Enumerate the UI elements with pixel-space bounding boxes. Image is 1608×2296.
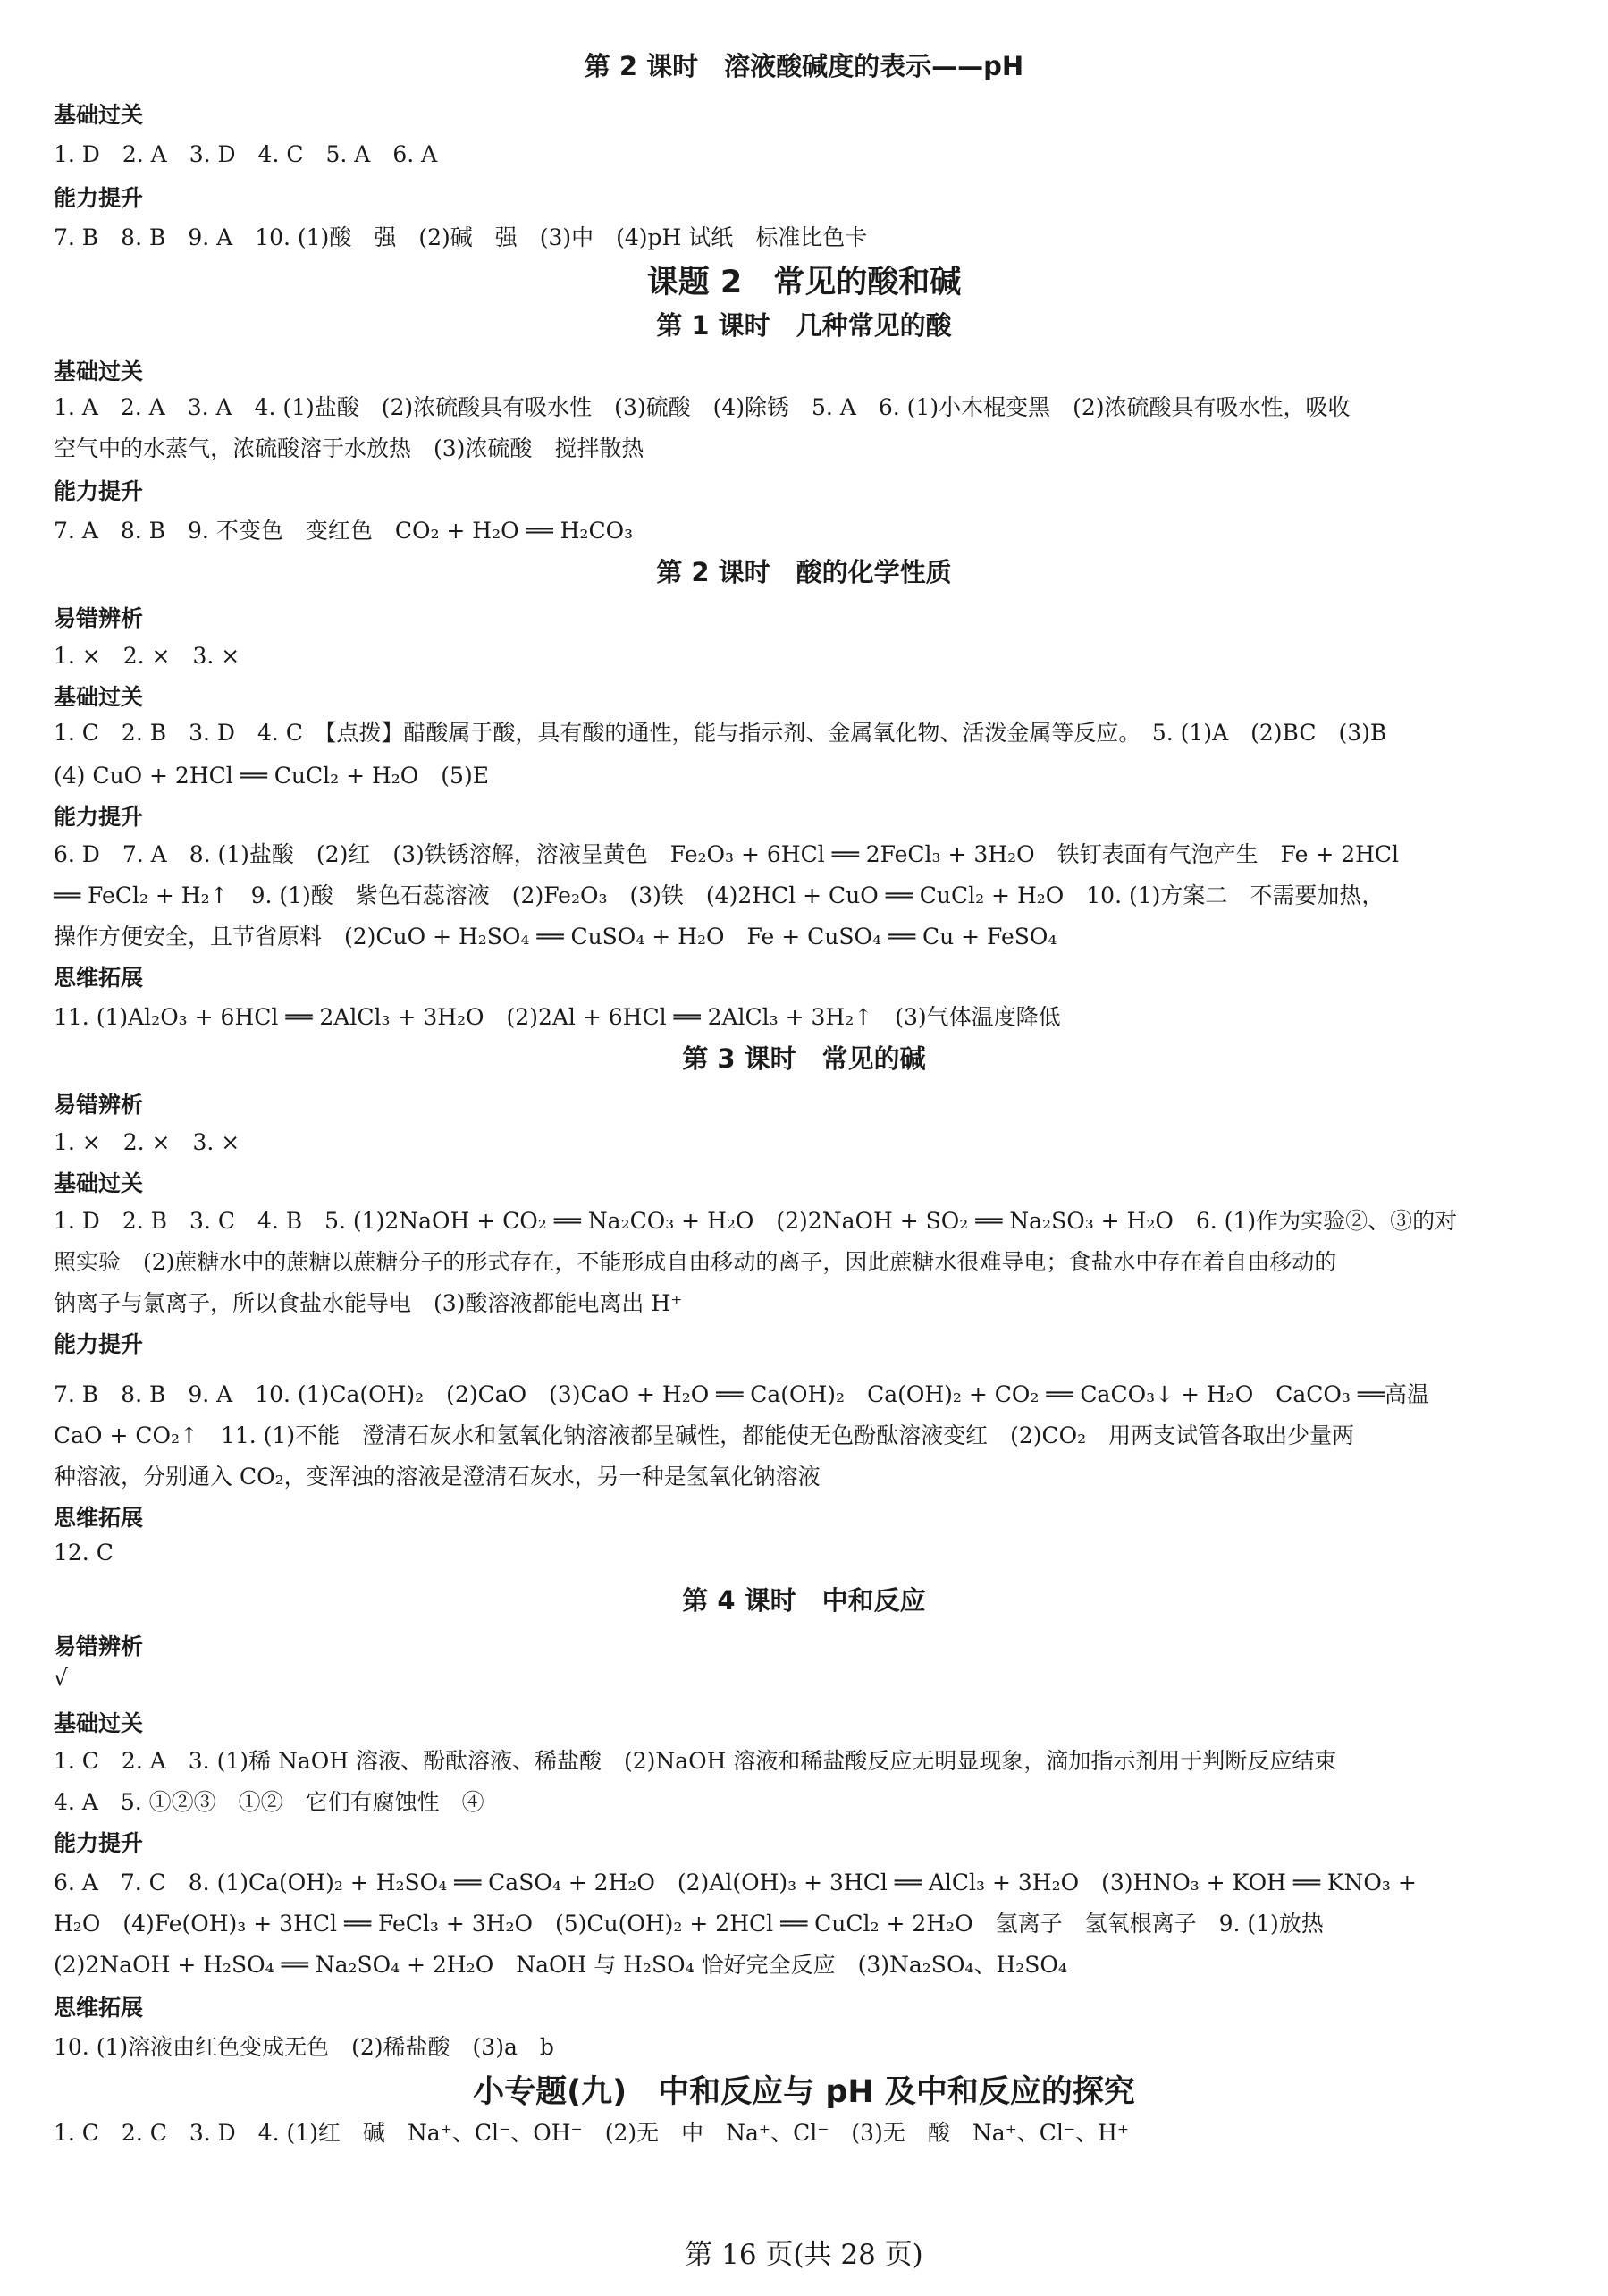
answer-line: 钠离子与氯离子，所以食盐水能导电 (3)酸溶液都能电离出 H⁺ [54,1290,683,1316]
answer-line: 12. C [54,1540,114,1566]
lesson-heading: 第 2 课时 酸的化学性质 [656,557,952,587]
answer-line: (2)2NaOH + H₂SO₄ ══ Na₂SO₄ + 2H₂O NaOH 与 H₂SO₄ 恰好完全反应 (3)Na₂SO₄、H₂SO₄ [54,1952,1067,1978]
section-label: 基础过关 [54,359,144,384]
answer-line: 空气中的水蒸气，浓硫酸溶于水放热 (3)浓硫酸 搅拌散热 [54,435,644,461]
answer-line: CaO + CO₂↑ 11. (1)不能 澄清石灰水和氢氧化钠溶液都呈碱性，都能使无色酚酞溶液变红 (2)CO₂ 用两支试管各取出少量两 [54,1422,1355,1448]
lesson-heading: 第 1 课时 几种常见的酸 [656,310,952,341]
section-label: 易错辨析 [54,1092,144,1118]
answer-line: H₂O (4)Fe(OH)₃ + 3HCl ══ FeCl₃ + 3H₂O (5)Cu(OH)₂ + 2HCl ══ CuCl₂ + 2H₂O 氢离子 氢氧根离子 9. (1)放热 [54,1911,1324,1937]
section-label: 能力提升 [54,185,144,211]
answer-line: 1. D 2. B 3. C 4. B 5. (1)2NaOH + CO₂ ══ Na₂CO₃ + H₂O (2)2NaOH + SO₂ ══ Na₂SO₃ + H₂O 6. (1)作为实验②、③的对 [54,1208,1458,1234]
answer-line: 1. C 2. C 3. D 4. (1)红 碱 Na⁺、Cl⁻、OH⁻ (2)无 中 Na⁺、Cl⁻ (3)无 酸 Na⁺、Cl⁻、H⁺ [54,2120,1130,2146]
answer-line: 10. (1)溶液由红色变成无色 (2)稀盐酸 (3)a b [54,2034,554,2060]
answer-line: 照实验 (2)蔗糖水中的蔗糖以蔗糖分子的形式存在，不能形成自由移动的离子，因此蔗糖水很难导电；食盐水中存在着自由移动的 [54,1249,1337,1275]
lesson-heading: 第 2 课时 溶液酸碱度的表示——pH [584,51,1024,81]
answer-line: 1. C 2. B 3. D 4. C 【点拨】醋酸属于酸，具有酸的通性，能与指示剂、金属氧化物、活泼金属等反应。 5. (1)A (2)BC (3)B [54,720,1387,746]
section-label: 基础过关 [54,684,144,710]
answer-line: 1. × 2. × 3. × [54,643,240,669]
section-label: 能力提升 [54,1331,144,1357]
answer-line: 1. A 2. A 3. A 4. (1)盐酸 (2)浓硫酸具有吸水性 (3)硫酸 (4)除锈 5. A 6. (1)小木棍变黑 (2)浓硫酸具有吸水性，吸收 [54,394,1351,420]
answer-line: 11. (1)Al₂O₃ + 6HCl ══ 2AlCl₃ + 3H₂O (2)2Al + 6HCl ══ 2AlCl₃ + 3H₂↑ (3)气体温度降低 [54,1004,1061,1030]
section-label: 思维拓展 [54,965,144,991]
topic-heading: 小专题(九) 中和反应与 pH 及中和反应的探究 [473,2074,1135,2110]
answer-line: 6. D 7. A 8. (1)盐酸 (2)红 (3)铁锈溶解，溶液呈黄色 Fe₂O₃ + 6HCl ══ 2FeCl₃ + 3H₂O 铁钉表面有气泡产生 Fe + 2HCl [54,841,1400,867]
answer-line: √ [54,1665,68,1691]
section-label: 思维拓展 [54,1995,144,2021]
answer-line: 6. A 7. C 8. (1)Ca(OH)₂ + H₂SO₄ ══ CaSO₄ + 2H₂O (2)Al(OH)₃ + 3HCl ══ AlCl₃ + 3H₂O (3)HNO₃ + KOH ══ KNO₃ + [54,1870,1417,1895]
section-label: 基础过关 [54,102,144,128]
page-footer: 第 16 页(共 28 页) [685,2239,923,2271]
answer-line: 1. C 2. A 3. (1)稀 NaOH 溶液、酚酞溶液、稀盐酸 (2)NaOH 溶液和稀盐酸反应无明显现象，滴加指示剂用于判断反应结束 [54,1748,1337,1774]
section-label: 能力提升 [54,1830,144,1856]
lesson-heading: 第 4 课时 中和反应 [682,1585,926,1616]
section-label: 基础过关 [54,1170,144,1196]
section-label: 能力提升 [54,804,144,830]
section-label: 易错辨析 [54,605,144,631]
answer-line: 1. D 2. A 3. D 4. C 5. A 6. A [54,141,438,167]
answer-line: 操作方便安全，且节省原料 (2)CuO + H₂SO₄ ══ CuSO₄ + H₂O Fe + CuSO₄ ══ Cu + FeSO₄ [54,924,1057,950]
answer-line: 7. B 8. B 9. A 10. (1)Ca(OH)₂ (2)CaO (3)CaO + H₂O ══ Ca(OH)₂ Ca(OH)₂ + CO₂ ══ CaCO₃↓ + H₂O CaCO₃ ══高温 [54,1381,1429,1407]
answer-line: ══ FeCl₂ + H₂↑ 9. (1)酸 紫色石蕊溶液 (2)Fe₂O₃ (3)铁 (4)2HCl + CuO ══ CuCl₂ + H₂O 10. (1)方案二 不需要加热， [54,882,1385,908]
answer-line: 种溶液，分别通入 CO₂，变浑浊的溶液是澄清石灰水，另一种是氢氧化钠溶液 [54,1464,821,1490]
answer-line: 7. B 8. B 9. A 10. (1)酸 强 (2)碱 强 (3)中 (4)pH 试纸 标准比色卡 [54,224,868,250]
section-label: 基础过关 [54,1710,144,1736]
answer-line: 7. A 8. B 9. 不变色 变红色 CO₂ + H₂O ══ H₂CO₃ [54,518,634,544]
answer-line: (4) CuO + 2HCl ══ CuCl₂ + H₂O (5)E [54,763,489,789]
section-label: 能力提升 [54,478,144,504]
section-label: 思维拓展 [54,1505,144,1531]
answer-line: 4. A 5. ①②③ ①② 它们有腐蚀性 ④ [54,1789,484,1815]
topic-heading: 课题 2 常见的酸和碱 [646,265,962,300]
lesson-heading: 第 3 课时 常见的碱 [682,1043,926,1074]
section-label: 易错辨析 [54,1633,144,1659]
answer-line: 1. × 2. × 3. × [54,1129,240,1155]
